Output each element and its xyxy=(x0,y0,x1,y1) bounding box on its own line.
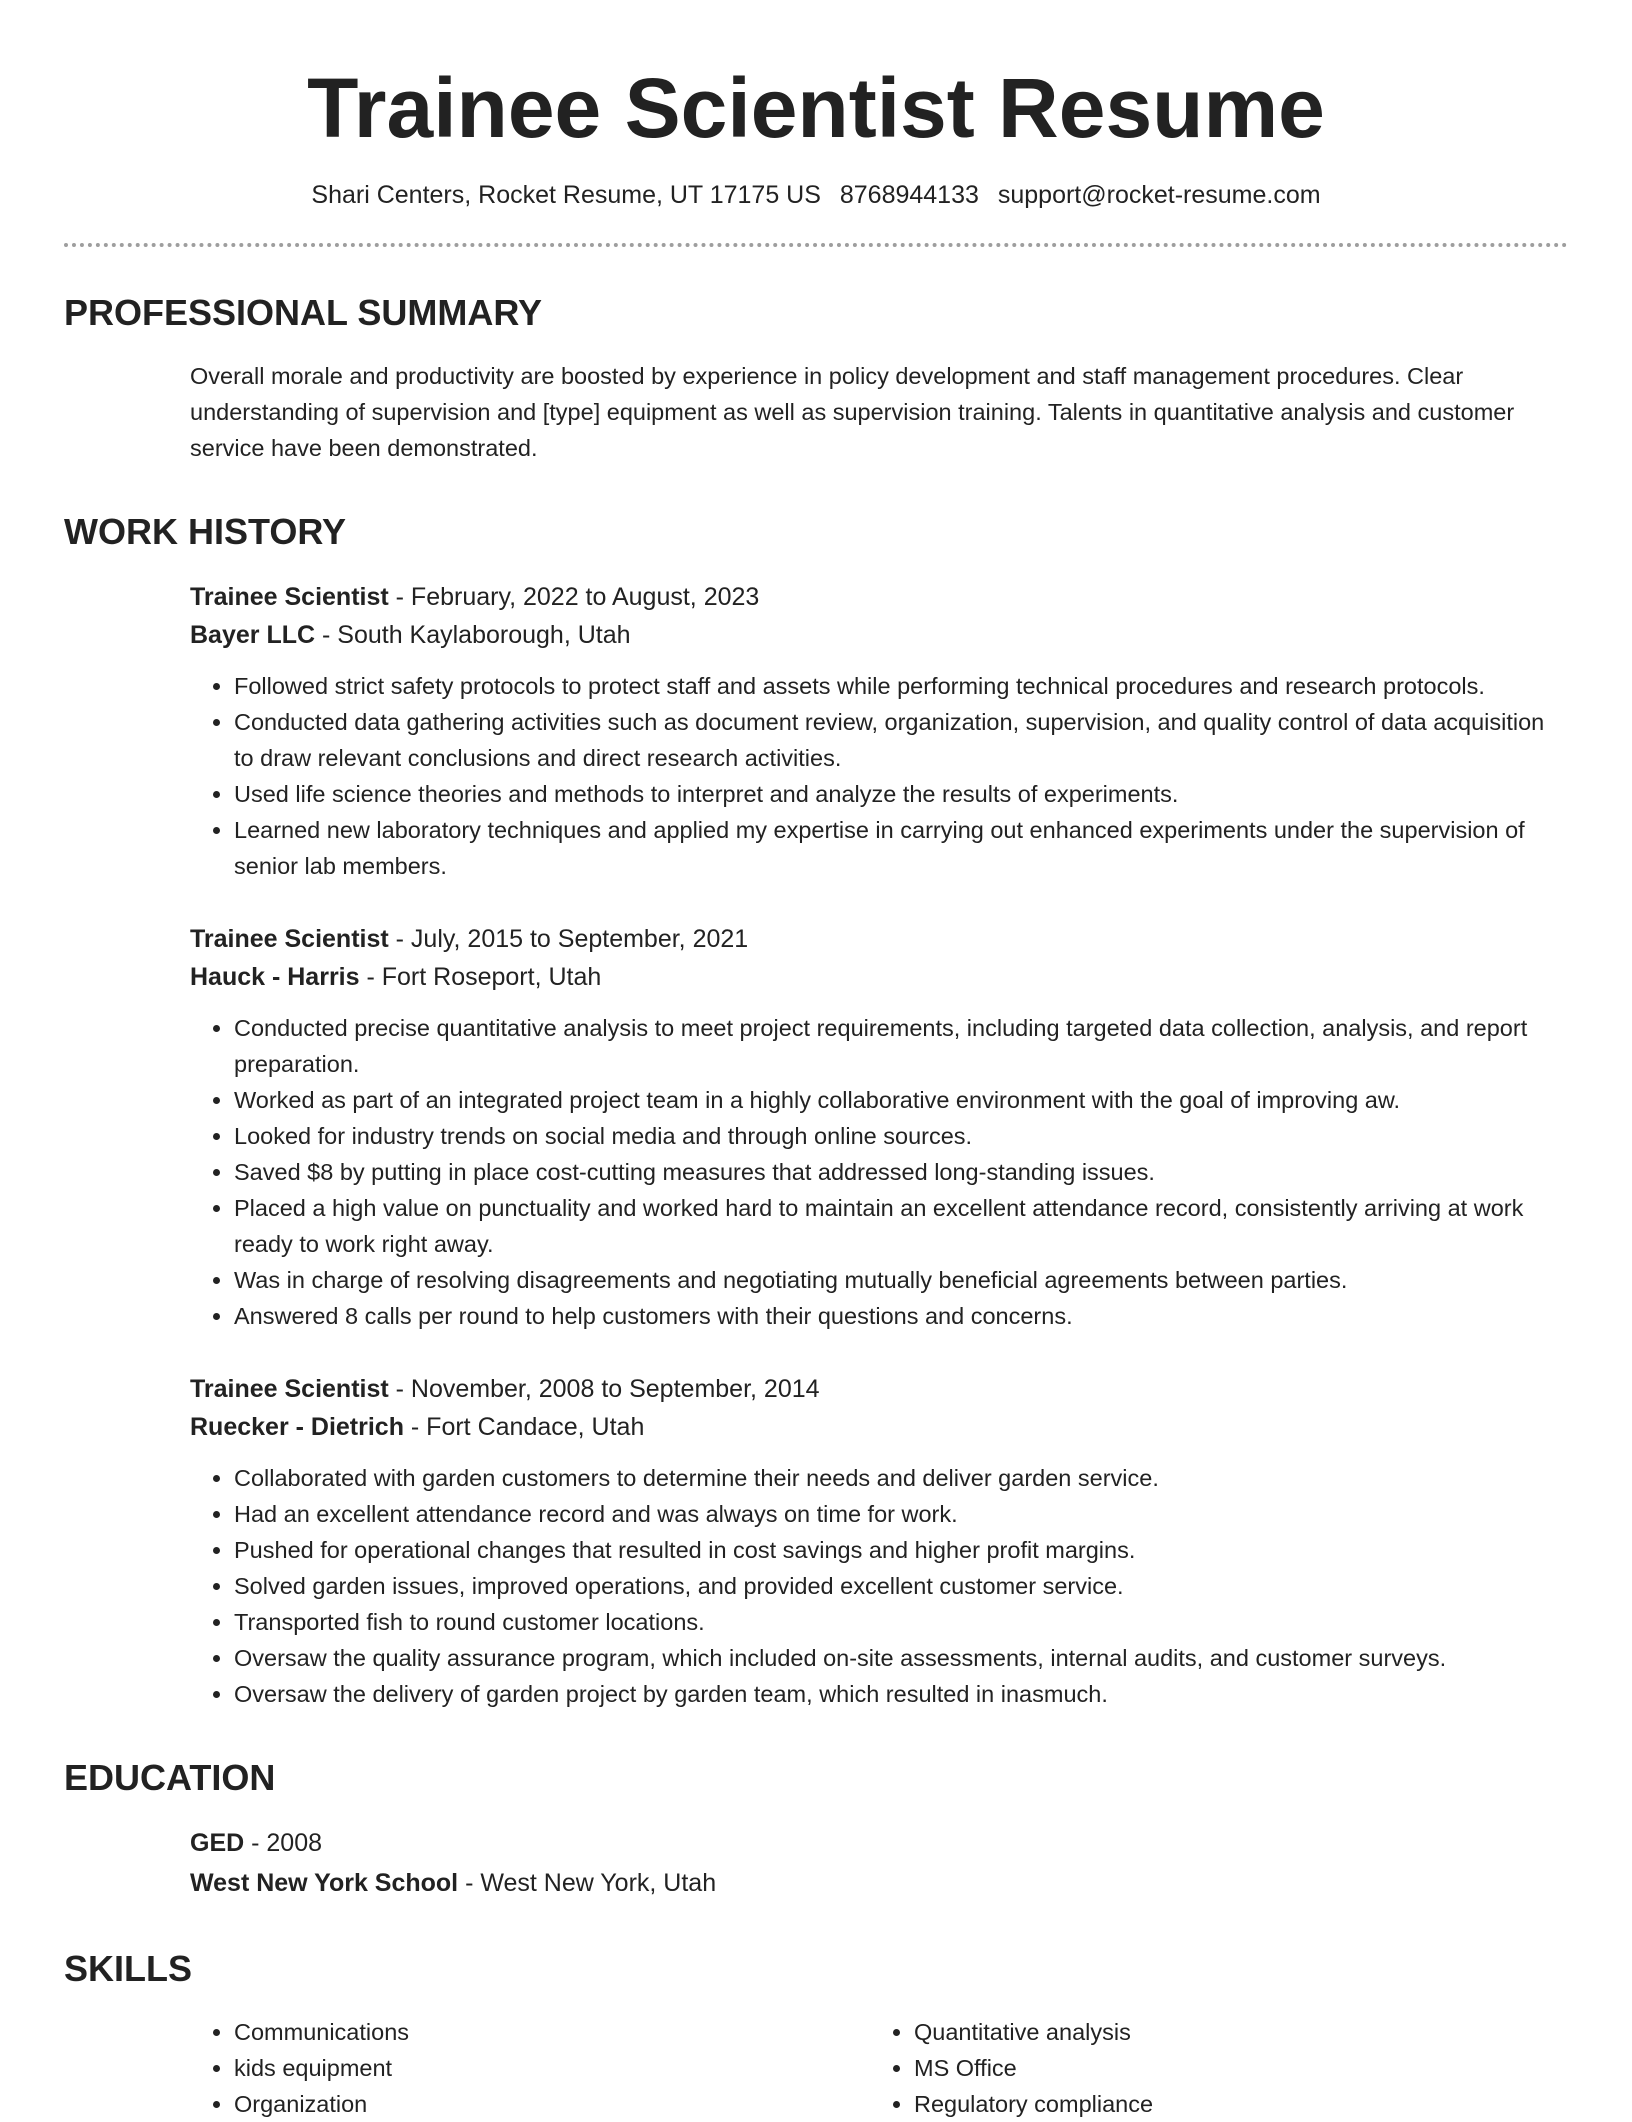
job-entry xyxy=(190,1370,1568,1712)
skill-item: • Organization xyxy=(234,2086,870,2122)
job-title-line xyxy=(190,920,1568,958)
list-item: • Used life science theories and methods to interpret and analyze the results of experiments. xyxy=(234,776,1568,812)
resume-title: Trainee Scientist Resume xyxy=(307,61,1325,155)
list-item: • Saved $8 by putting in place cost-cutting measures that addressed long-standing issues. xyxy=(234,1154,1568,1190)
section-title-skills: SKILLS xyxy=(64,1947,193,1989)
job-title: Trainee Scientist xyxy=(190,1374,389,1403)
list-item: • Placed a high value on punctuality and worked hard to maintain an excellent attendance record, consistently arriving at work ready to work right away. xyxy=(234,1190,1568,1262)
job-company: Bayer LLC xyxy=(190,620,316,649)
skill-item: • Regulatory compliance xyxy=(914,2086,1550,2122)
job-location: - South Kaylaborough, Utah xyxy=(315,620,631,649)
job-entry xyxy=(190,578,1568,884)
job-company: Hauck - Harris xyxy=(190,962,360,991)
job-dates: - February, 2022 to August, 2023 xyxy=(388,582,760,611)
education-year: - 2008 xyxy=(244,1828,323,1857)
job-title: Trainee Scientist xyxy=(190,924,389,953)
resume-page xyxy=(64,0,1568,2122)
skill-item: • Quantitative analysis xyxy=(914,2014,1550,2050)
section-title-summary: PROFESSIONAL SUMMARY xyxy=(64,292,543,334)
job-dates: - November, 2008 to September, 2014 xyxy=(388,1374,820,1403)
section-title-work-history: WORK HISTORY xyxy=(64,511,347,553)
list-item: • Followed strict safety protocols to protect staff and assets while performing technical procedures and research protocols. xyxy=(234,668,1568,704)
list-item: • Looked for industry trends on social media and through online sources. xyxy=(234,1118,1568,1154)
job-dates: - July, 2015 to September, 2021 xyxy=(388,924,749,953)
list-item: • Oversaw the delivery of garden project by garden team, which resulted in inasmuch. xyxy=(234,1676,1568,1712)
education-section xyxy=(190,1823,1568,1903)
job-location: - Fort Candace, Utah xyxy=(403,1412,645,1441)
job-company: Ruecker - Dietrich xyxy=(190,1412,404,1441)
header-divider xyxy=(64,243,1568,247)
contact-line xyxy=(64,179,1568,212)
list-item: • Transported fish to round customer locations. xyxy=(234,1604,1568,1640)
education-degree: GED xyxy=(190,1828,245,1857)
job-location: - Fort Roseport, Utah xyxy=(359,962,602,991)
job-title-line xyxy=(190,1370,1568,1408)
education-location: - West New York, Utah xyxy=(458,1868,717,1897)
contact-address: Shari Centers, Rocket Resume, UT 17175 US xyxy=(311,180,821,209)
job-bullets xyxy=(190,668,1568,884)
list-item: • Worked as part of an integrated project team in a highly collaborative environment with the goal of improving aw. xyxy=(234,1082,1568,1118)
job-title-line xyxy=(190,578,1568,616)
list-item: • Learned new laboratory techniques and applied my expertise in carrying out enhanced experiments under the supervision of senior lab members. xyxy=(234,812,1568,884)
section-title-education: EDUCATION xyxy=(64,1756,276,1798)
list-item: • Answered 8 calls per round to help customers with their questions and concerns. xyxy=(234,1298,1568,1334)
list-item: • Was in charge of resolving disagreements and negotiating mutually beneficial agreements between parties. xyxy=(234,1262,1568,1298)
list-item: • Oversaw the quality assurance program, which included on-site assessments, internal audits, and customer surveys. xyxy=(234,1640,1568,1676)
skill-item: • kids equipment xyxy=(234,2050,870,2086)
list-item: • Had an excellent attendance record and was always on time for work. xyxy=(234,1496,1568,1532)
job-title: Trainee Scientist xyxy=(190,582,389,611)
skill-item: • MS Office xyxy=(914,2050,1550,2086)
contact-email: support@rocket-resume.com xyxy=(997,180,1321,209)
job-bullets xyxy=(190,1010,1568,1334)
list-item: • Collaborated with garden customers to determine their needs and deliver garden service. xyxy=(234,1460,1568,1496)
skills-list-right xyxy=(870,2014,1550,2122)
list-item: • Conducted precise quantitative analysis to meet project requirements, including targeted data collection, analysis, and report preparation. xyxy=(234,1010,1568,1082)
summary-section xyxy=(190,358,1568,466)
job-company-line xyxy=(190,1408,1568,1446)
skills-section xyxy=(190,2014,1568,2122)
skills-list-left xyxy=(190,2014,870,2122)
education-school-line xyxy=(190,1863,1568,1903)
list-item: • Conducted data gathering activities such as document review, organization, supervision, and quality control of data acquisition to draw relevant conclusions and direct research activities. xyxy=(234,704,1568,776)
education-school: West New York School xyxy=(190,1868,459,1897)
education-degree-line xyxy=(190,1823,1568,1863)
work-history-section xyxy=(190,578,1568,1712)
job-bullets xyxy=(190,1460,1568,1712)
list-item: • Solved garden issues, improved operations, and provided excellent customer service. xyxy=(234,1568,1568,1604)
skill-item: • Communications xyxy=(234,2014,870,2050)
job-entry xyxy=(190,920,1568,1334)
job-company-line xyxy=(190,616,1568,654)
job-company-line xyxy=(190,958,1568,996)
contact-phone: 8768944133 xyxy=(839,180,979,209)
summary-text: Overall morale and productivity are boosted by experience in policy development and staff management procedures. Clear understanding of supervision and [type] equipment as well as supervision training. Talents in quantitative analysis and customer service have been demonstrated. xyxy=(190,363,1515,462)
list-item: • Pushed for operational changes that resulted in cost savings and higher profit margins. xyxy=(234,1532,1568,1568)
